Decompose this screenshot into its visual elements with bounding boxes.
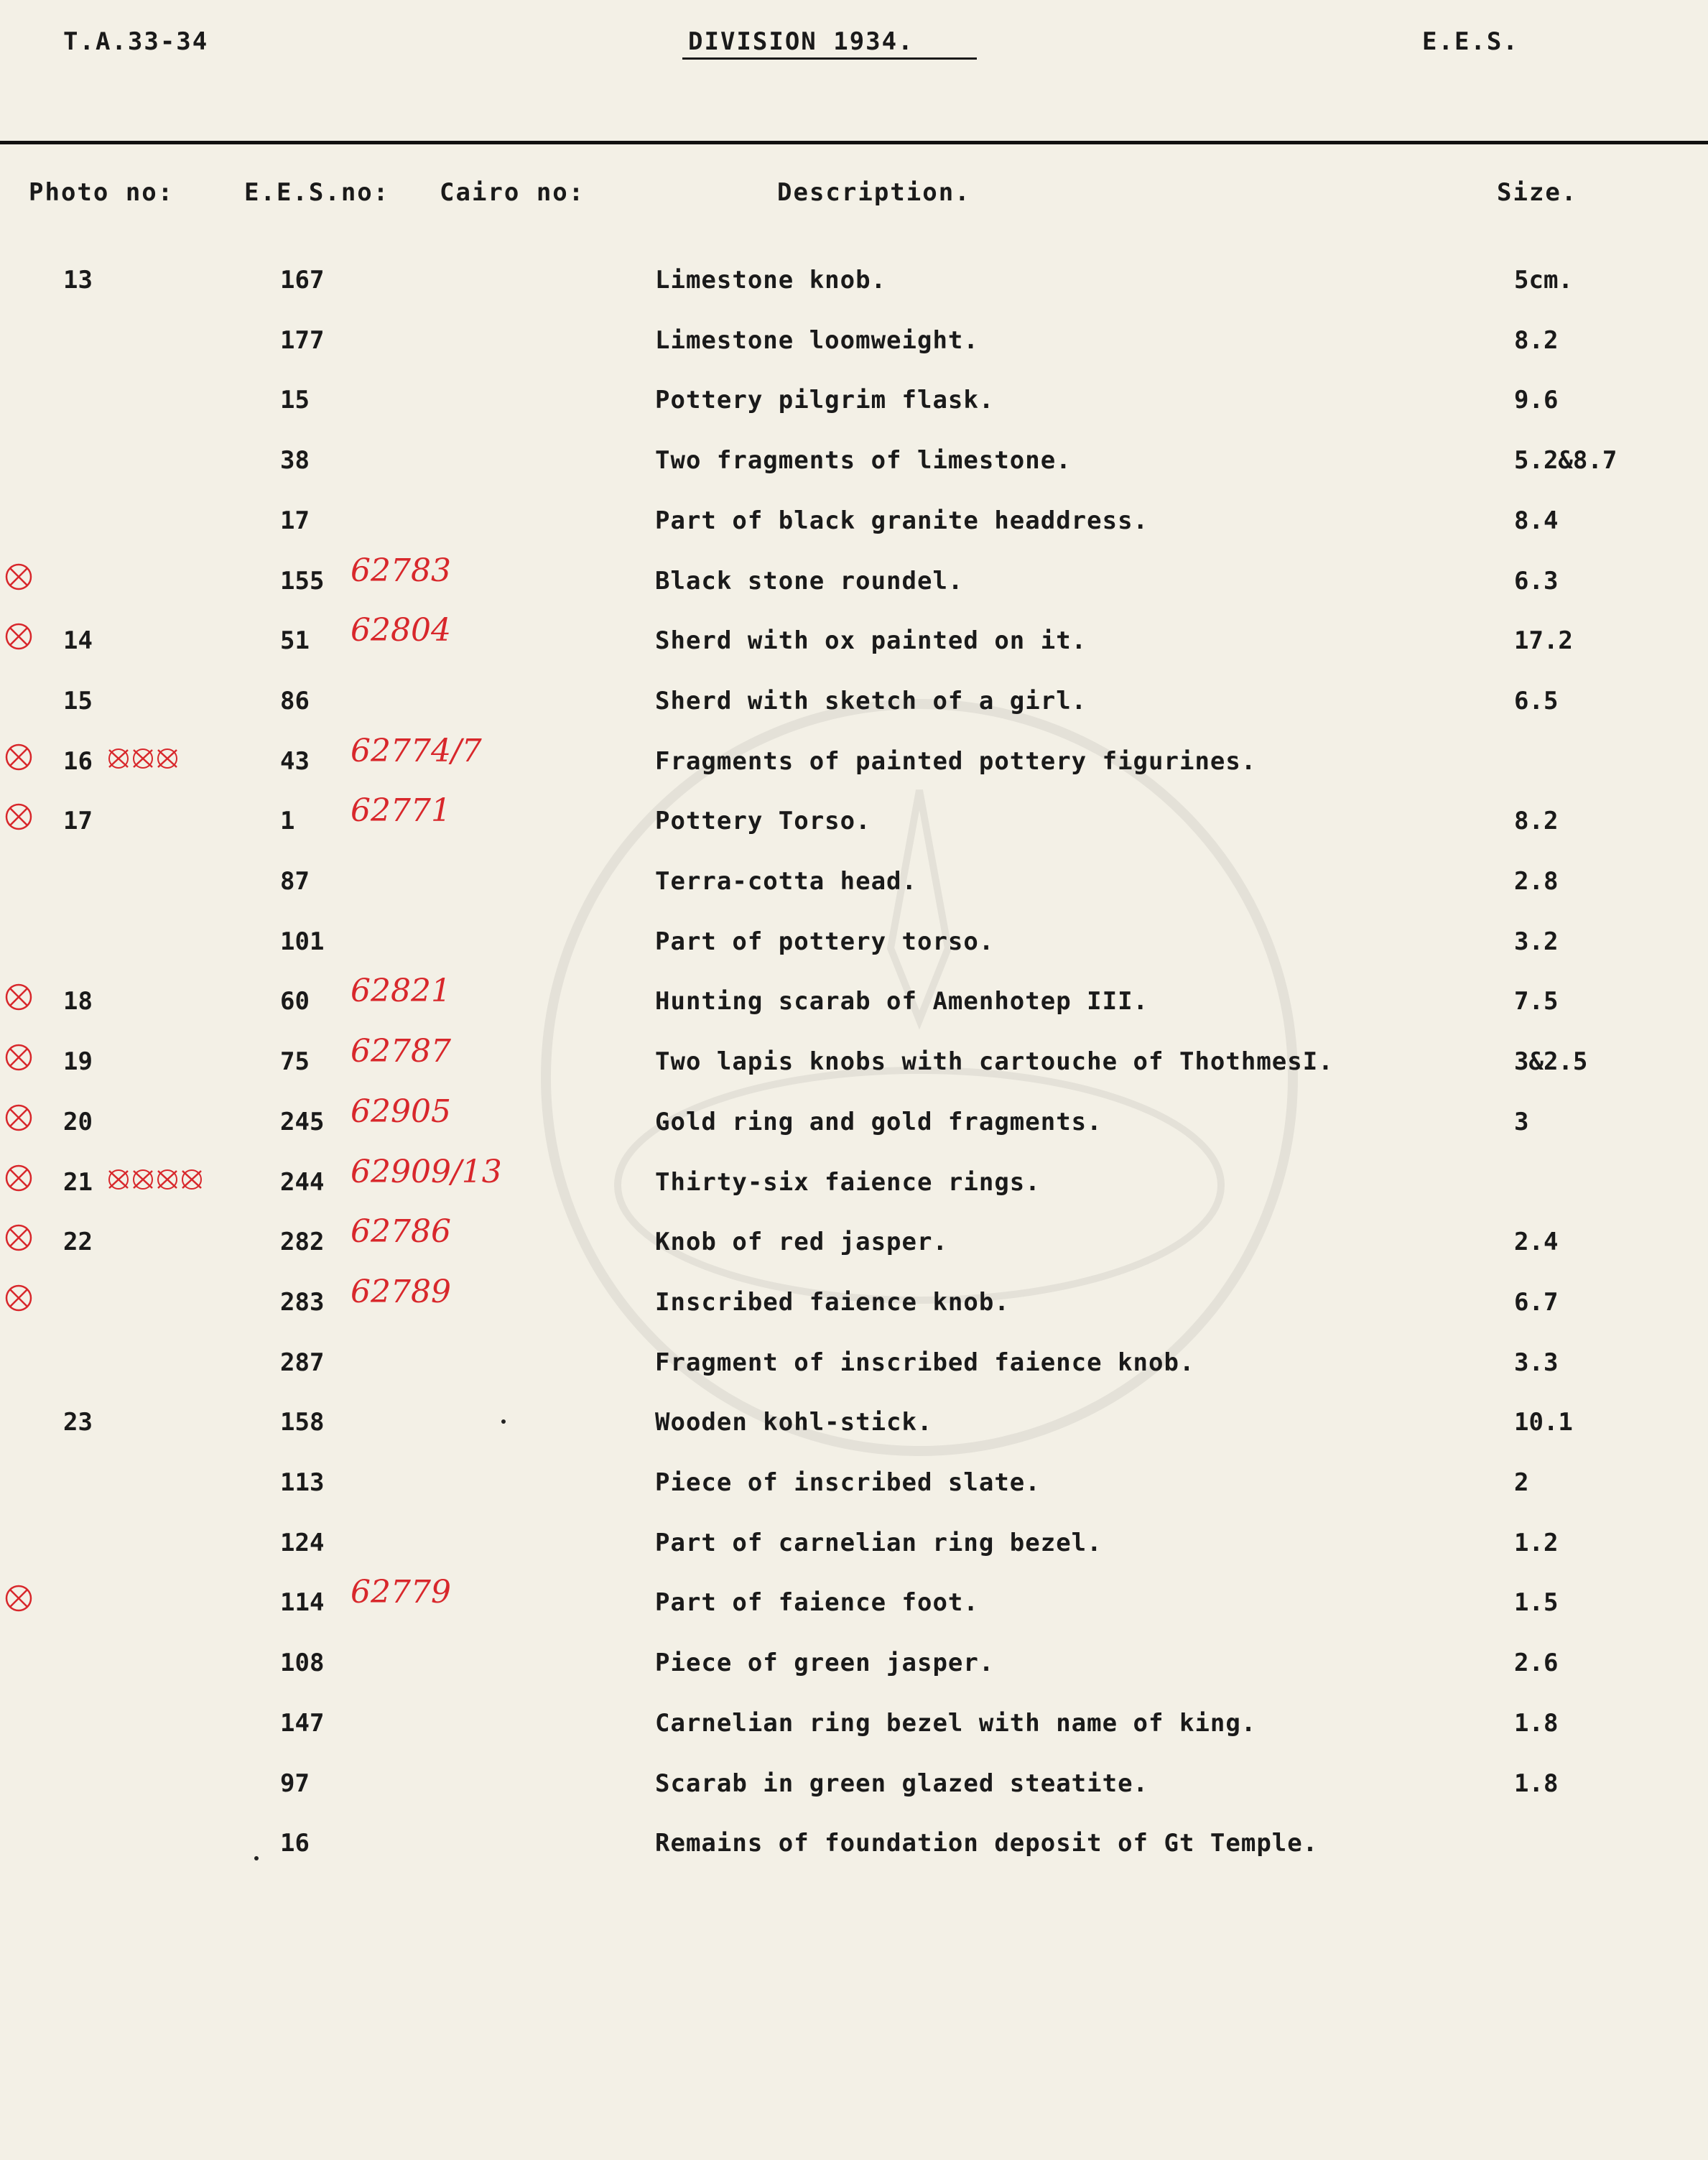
description: Two lapis knobs with cartouche of ThothmesI. <box>655 1047 1334 1077</box>
size: 1.2 <box>1514 1528 1559 1557</box>
column-header-size: Size. <box>1497 178 1578 207</box>
photo-number: 16 <box>63 746 93 776</box>
document-org: E.E.S. <box>1422 27 1519 56</box>
ees-number: 75 <box>280 1047 310 1077</box>
cairo-number: 62909/13 <box>351 1153 502 1190</box>
size: 1.8 <box>1514 1769 1559 1798</box>
table-row <box>0 386 1708 446</box>
title-underline <box>682 57 977 60</box>
description: Limestone loomweight. <box>655 325 979 355</box>
ees-number: 287 <box>280 1348 325 1377</box>
description: Terra-cotta head. <box>655 867 917 896</box>
table-row <box>0 973 1708 1047</box>
cairo-number: 62779 <box>351 1574 451 1611</box>
size: 17.2 <box>1514 626 1573 656</box>
table-row <box>0 927 1708 988</box>
description: Piece of green jasper. <box>655 1649 995 1678</box>
size: 3&2.5 <box>1514 1047 1588 1077</box>
description: Sherd with sketch of a girl. <box>655 686 1087 715</box>
description: Inscribed faience knob. <box>655 1287 1010 1317</box>
ees-number: 17 <box>280 506 310 535</box>
description: Part of black granite headdress. <box>655 506 1149 535</box>
size: 3 <box>1514 1107 1529 1136</box>
description: Pottery Torso. <box>655 807 871 836</box>
photo-number: 14 <box>63 626 93 656</box>
cairo-number: 62783 <box>351 552 451 589</box>
ees-number: 51 <box>280 626 310 656</box>
red-circle-x-mark-icon <box>4 561 36 593</box>
column-header-photo: Photo no: <box>29 178 175 207</box>
table-row <box>0 612 1708 687</box>
cairo-number: 62821 <box>351 973 451 1010</box>
red-x-marks-icon <box>106 744 180 773</box>
ees-number: 147 <box>280 1708 325 1738</box>
description: Wooden kohl-stick. <box>655 1408 933 1437</box>
description: Fragments of painted pottery figurines. <box>655 746 1257 776</box>
table-row <box>0 1574 1708 1649</box>
size: 3.3 <box>1514 1348 1559 1377</box>
document-reference: T.A.33-34 <box>63 27 209 56</box>
photo-number: 18 <box>63 987 93 1016</box>
cairo-number: 62804 <box>351 612 451 649</box>
red-circle-x-mark-icon <box>4 621 36 652</box>
description: Thirty-six faience rings. <box>655 1167 1041 1197</box>
red-circle-x-mark-icon <box>4 1282 36 1314</box>
size: 6.3 <box>1514 566 1559 595</box>
red-circle-x-mark-icon <box>4 1582 36 1614</box>
table-row <box>0 446 1708 506</box>
ees-number: 155 <box>280 566 325 595</box>
ees-number: 97 <box>280 1769 310 1798</box>
cairo-number: 62786 <box>351 1213 451 1251</box>
size: 8.4 <box>1514 506 1559 535</box>
description: Gold ring and gold fragments. <box>655 1107 1103 1136</box>
size: 5.2&8.7 <box>1514 446 1618 476</box>
column-header-description: Description. <box>777 178 971 207</box>
description: Two fragments of limestone. <box>655 446 1072 476</box>
description: Scarab in green glazed steatite. <box>655 1769 1149 1798</box>
table-row <box>0 1649 1708 1709</box>
table-row <box>0 1769 1708 1830</box>
size: 8.2 <box>1514 807 1559 836</box>
ees-number: 245 <box>280 1107 325 1136</box>
ees-number: 244 <box>280 1167 325 1197</box>
size: 5cm. <box>1514 266 1573 295</box>
ees-number: 167 <box>280 266 325 295</box>
ees-number: 101 <box>280 927 325 956</box>
cairo-number: 62789 <box>351 1273 451 1310</box>
photo-number: 21 <box>63 1167 93 1197</box>
red-circle-x-mark-icon <box>4 741 36 773</box>
ees-number: 108 <box>280 1649 325 1678</box>
size: 2.4 <box>1514 1228 1559 1257</box>
table-row <box>0 326 1708 386</box>
table-row <box>0 792 1708 867</box>
size: 2 <box>1514 1468 1529 1497</box>
photo-number: 23 <box>63 1408 93 1437</box>
ees-number: 15 <box>280 386 310 415</box>
photo-number: 15 <box>63 686 93 715</box>
size: 6.7 <box>1514 1287 1559 1317</box>
size: 2.6 <box>1514 1649 1559 1678</box>
description: Hunting scarab of Amenhotep III. <box>655 987 1149 1016</box>
size: 1.8 <box>1514 1708 1559 1738</box>
size: 6.5 <box>1514 686 1559 715</box>
red-circle-x-mark-icon <box>4 1042 36 1073</box>
cairo-number: 62771 <box>351 792 451 830</box>
ees-number: 283 <box>280 1287 325 1317</box>
size: 10.1 <box>1514 1408 1573 1437</box>
ees-number: 1 <box>280 807 295 836</box>
red-circle-x-mark-icon <box>4 1222 36 1253</box>
table-row <box>0 1153 1708 1228</box>
ink-speck <box>501 1419 506 1424</box>
ees-number: 16 <box>280 1829 310 1858</box>
table-row <box>0 732 1708 807</box>
size: 8.2 <box>1514 325 1559 355</box>
ees-number: 113 <box>280 1468 325 1497</box>
description: Part of faience foot. <box>655 1588 979 1618</box>
photo-number: 19 <box>63 1047 93 1077</box>
ees-number: 177 <box>280 325 325 355</box>
cairo-number: 62787 <box>351 1033 451 1070</box>
table-row <box>0 1213 1708 1288</box>
header-rule <box>0 141 1708 144</box>
table-row <box>0 506 1708 567</box>
description: Part of pottery torso. <box>655 927 995 956</box>
table-row <box>0 1033 1708 1108</box>
table-row <box>0 1529 1708 1589</box>
ees-number: 158 <box>280 1408 325 1437</box>
table-row <box>0 266 1708 326</box>
ees-number: 282 <box>280 1228 325 1257</box>
document-title: DIVISION 1934. <box>688 27 914 56</box>
red-circle-x-mark-icon <box>4 801 36 833</box>
red-x-marks-icon <box>106 1165 204 1194</box>
ees-number: 43 <box>280 746 310 776</box>
description: Piece of inscribed slate. <box>655 1468 1041 1497</box>
red-circle-x-mark-icon <box>4 1162 36 1194</box>
ees-number: 124 <box>280 1528 325 1557</box>
table-row <box>0 687 1708 747</box>
ees-number: 60 <box>280 987 310 1016</box>
description: Black stone roundel. <box>655 566 964 595</box>
ees-number: 38 <box>280 446 310 476</box>
ees-number: 87 <box>280 867 310 896</box>
photo-number: 17 <box>63 807 93 836</box>
red-circle-x-mark-icon <box>4 1102 36 1134</box>
column-header-cairo: Cairo no: <box>440 178 585 207</box>
photo-number: 13 <box>63 266 93 295</box>
table-row <box>0 552 1708 627</box>
description: Carnelian ring bezel with name of king. <box>655 1708 1257 1738</box>
table-row <box>0 1093 1708 1168</box>
size: 1.5 <box>1514 1588 1559 1618</box>
size: 9.6 <box>1514 386 1559 415</box>
table-row <box>0 867 1708 927</box>
size: 2.8 <box>1514 867 1559 896</box>
table-row <box>0 1348 1708 1409</box>
description: Fragment of inscribed faience knob. <box>655 1348 1195 1377</box>
ink-speck <box>254 1856 259 1860</box>
table-row <box>0 1709 1708 1769</box>
ees-number: 86 <box>280 686 310 715</box>
column-header-ees: E.E.S.no: <box>244 178 390 207</box>
size: 3.2 <box>1514 927 1559 956</box>
description: Sherd with ox painted on it. <box>655 626 1087 656</box>
cairo-number: 62905 <box>351 1093 451 1130</box>
description: Remains of foundation deposit of Gt Temple. <box>655 1829 1319 1858</box>
description: Pottery pilgrim flask. <box>655 386 995 415</box>
table-row <box>0 1468 1708 1529</box>
table-row <box>0 1408 1708 1468</box>
description: Limestone knob. <box>655 266 887 295</box>
description: Knob of red jasper. <box>655 1228 948 1257</box>
size: 7.5 <box>1514 987 1559 1016</box>
ees-number: 114 <box>280 1588 325 1618</box>
photo-number: 22 <box>63 1228 93 1257</box>
red-circle-x-mark-icon <box>4 981 36 1013</box>
photo-number: 20 <box>63 1107 93 1136</box>
cairo-number: 62774/7 <box>351 732 482 769</box>
description: Part of carnelian ring bezel. <box>655 1528 1103 1557</box>
table-row <box>0 1273 1708 1348</box>
